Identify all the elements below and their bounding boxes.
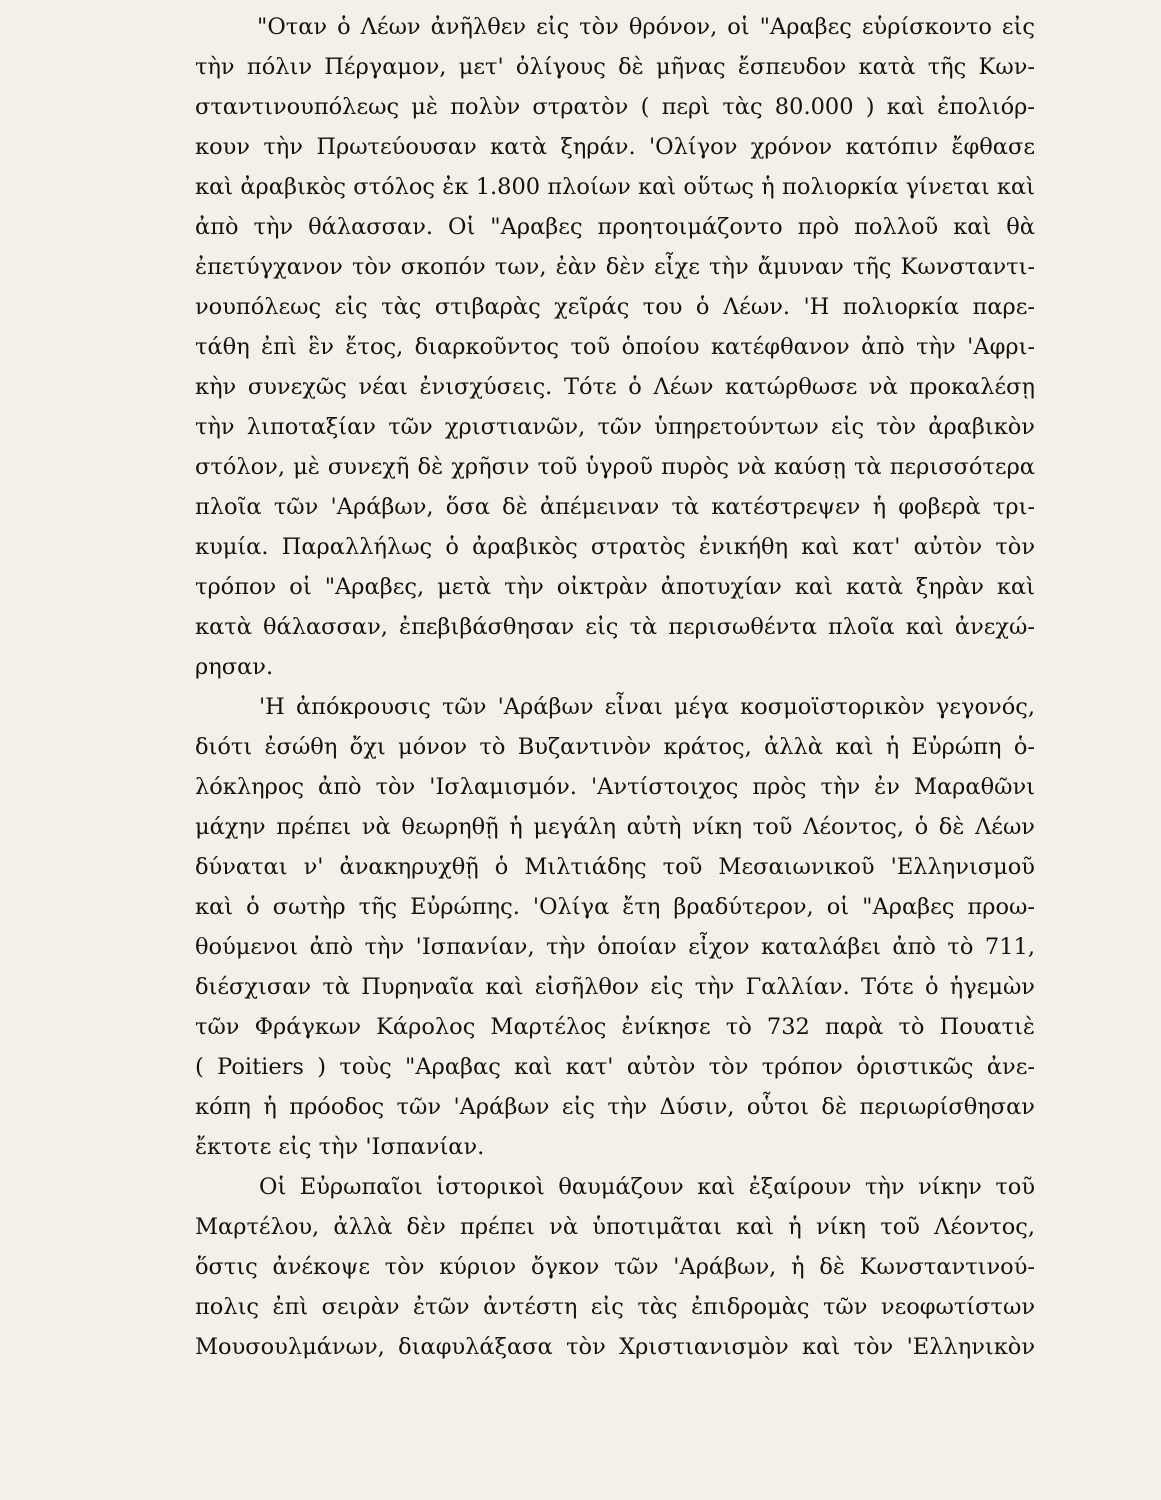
text-line: τάθη ἐπὶ ἓν ἔτος, διαρκοῦντος τοῦ ὁποίου κατέφθανον ἀπὸ τὴν 'Αφρι- [195,334,1035,360]
text-line: διέσχισαν τὰ Πυρηναῖα καὶ εἰσῆλθον εἰς τὴν Γαλλίαν. Τότε ὁ ἡγεμὼν [195,974,1035,1000]
text-line: τὴν λιποταξίαν τῶν χριστιανῶν, τῶν ὑπηρετούντων εἰς τὸν ἀραβικὸν [195,414,1035,440]
text-line: τρόπον οἱ "Αραβες, μετὰ τὴν οἰκτρὰν ἀποτυχίαν καὶ κατὰ ξηρὰν καὶ [195,574,1035,600]
text-line: τὴν πόλιν Πέργαμον, μετ' ὀλίγους δὲ μῆνας ἔσπευδον κατὰ τῆς Κων- [195,54,1035,80]
text-line: 'Η ἀπόκρουσις τῶν 'Αράβων εἶναι μέγα κοσμοϊστορικὸν γεγονός, [259,694,1035,720]
text-line: ἔκτοτε εἰς τὴν 'Ισπανίαν. [195,1134,485,1160]
text-line: Μαρτέλου, ἀλλὰ δὲν πρέπει νὰ ὑποτιμᾶται καὶ ἡ νίκη τοῦ Λέοντος, [195,1214,1035,1240]
text-line: κυμία. Παραλλήλως ὁ ἀραβικὸς στρατὸς ἐνικήθη καὶ κατ' αὐτὸν τὸν [195,534,1035,560]
text-line: δύναται ν' ἀνακηρυχθῇ ὁ Μιλτιάδης τοῦ Μεσαιωνικοῦ 'Ελληνισμοῦ [195,854,1035,880]
text-line: στόλον, μὲ συνεχῆ δὲ χρῆσιν τοῦ ὑγροῦ πυρὸς νὰ καύσῃ τὰ περισσότερα [195,454,1035,480]
text-line: ρησαν. [195,654,274,680]
text-line: κουν τὴν Πρωτεύουσαν κατὰ ξηράν. 'Ολίγον χρόνον κατόπιν ἔφθασε [195,134,1035,160]
text-line: πλοῖα τῶν 'Αράβων, ὅσα δὲ ἀπέμειναν τὰ κατέστρεψεν ἡ φοβερὰ τρι- [195,494,1035,520]
text-line: θούμενοι ἀπὸ τὴν 'Ισπανίαν, τὴν ὁποίαν εἶχον καταλάβει ἀπὸ τὸ 711, [195,934,1035,960]
text-line: κόπη ἡ πρόοδος τῶν 'Αράβων εἰς τὴν Δύσιν, οὗτοι δὲ περιωρίσθησαν [195,1094,1035,1120]
text-line: σταντινουπόλεως μὲ πολὺν στρατὸν ( περὶ τὰς 80.000 ) καὶ ἐπολιόρ- [195,94,1035,120]
text-line: κὴν συνεχῶς νέαι ἐνισχύσεις. Τότε ὁ Λέων κατώρθωσε νὰ προκαλέσῃ [195,374,1035,400]
text-line: τῶν Φράγκων Κάρολος Μαρτέλος ἐνίκησε τὸ 732 παρὰ τὸ Πουατιὲ [195,1014,1035,1040]
text-line: ἐπετύγχανον τὸν σκοπόν των, ἐὰν δὲν εἶχε τὴν ἄμυναν τῆς Κωνσταντι- [195,254,1035,280]
text-line: Μουσουλμάνων, διαφυλάξασα τὸν Χριστιανισμὸν καὶ τὸν 'Ελληνικὸν [195,1334,1035,1360]
text-line: ἀπὸ τὴν θάλασσαν. Οἱ "Αραβες προητοιμάζοντο πρὸ πολλοῦ καὶ θὰ [195,214,1035,240]
text-line: νουπόλεως εἰς τὰς στιβαρὰς χεῖράς του ὁ Λέων. 'Η πολιορκία παρε- [195,294,1035,320]
text-line: πολις ἐπὶ σειρὰν ἐτῶν ἀντέστη εἰς τὰς ἐπιδρομὰς τῶν νεοφωτίστων [195,1294,1035,1320]
text-line: ὅστις ἀνέκοψε τὸν κύριον ὄγκον τῶν 'Αράβων, ἡ δὲ Κωνσταντινού- [195,1254,1035,1280]
text-line: "Οταν ὁ Λέων ἀνῆλθεν εἰς τὸν θρόνον, οἱ "Αραβες εὑρίσκοντο εἰς [257,14,1035,40]
text-line: διότι ἐσώθη ὄχι μόνον τὸ Βυζαντινὸν κράτος, ἀλλὰ καὶ ἡ Εὐρώπη ὁ- [195,734,1035,760]
text-line: ( Poitiers ) τοὺς "Αραβας καὶ κατ' αὐτὸν τὸν τρόπον ὁριστικῶς ἀνε- [195,1054,1035,1080]
text-line: λόκληρος ἀπὸ τὸν 'Ισλαμισμόν. 'Αντίστοιχος πρὸς τὴν ἐν Μαραθῶνι [195,774,1035,800]
text-line: κατὰ θάλασσαν, ἐπεβιβάσθησαν εἰς τὰ περισωθέντα πλοῖα καὶ ἀνεχώ- [195,614,1035,640]
text-line: μάχην πρέπει νὰ θεωρηθῇ ἡ μεγάλη αὐτὴ νίκη τοῦ Λέοντος, ὁ δὲ Λέων [195,814,1035,840]
text-line: καὶ ἀραβικὸς στόλος ἐκ 1.800 πλοίων καὶ οὕτως ἡ πολιορκία γίνεται καὶ [195,174,1035,200]
text-line: καὶ ὁ σωτὴρ τῆς Εὐρώπης. 'Ολίγα ἔτη βραδύτερον, οἱ "Αραβες προω- [195,894,1035,920]
text-line: Οἱ Εὐρωπαῖοι ἱστορικοὶ θαυμάζουν καὶ ἐξαίρουν τὴν νίκην τοῦ [259,1174,1035,1200]
